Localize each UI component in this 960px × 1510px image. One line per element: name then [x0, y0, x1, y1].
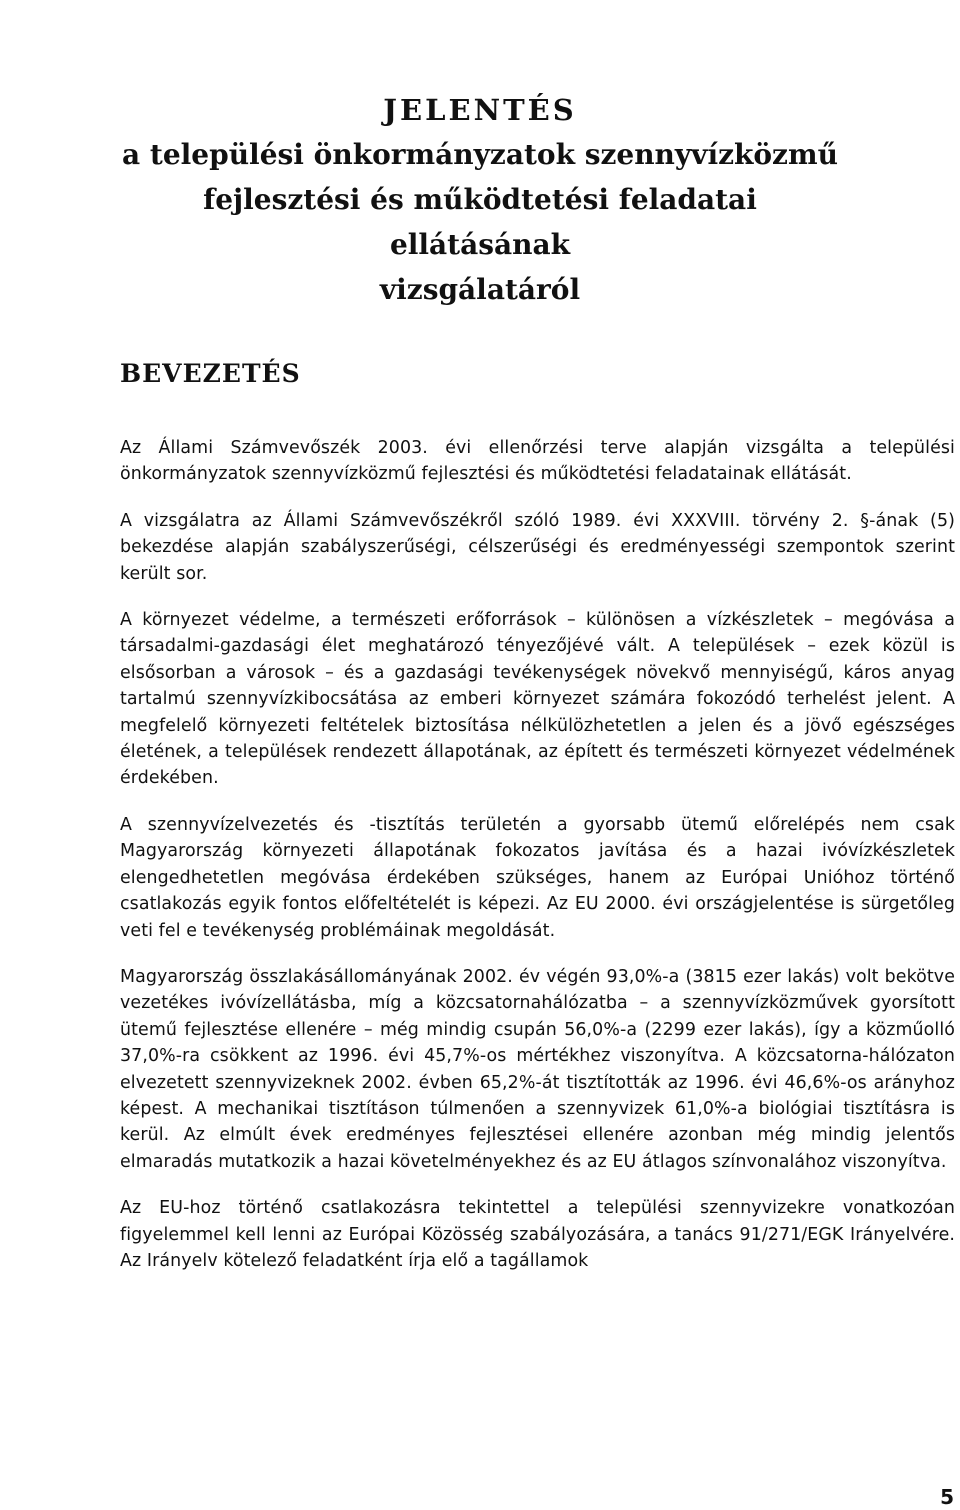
paragraph: A szennyvízelvezetés és -tisztítás területén a gyorsabb ütemű előrelépés nem csak Magyarország környezeti állapotának fokozatos javítása és a hazai ivóvízkészletek elengedhetetlen megóvása érdekében szükséges, hanem az Európai Unióhoz történő csatlakozás egyik fontos előfeltételét is képezi. Az EU 2000. évi országjelentése is sürgetőleg veti fel e tevékenység problémáinak megoldását.	[120, 814, 955, 941]
report-subtitle-line: fejlesztési és működtetési feladatai ellátásának	[203, 183, 757, 261]
section-title: BEVEZETÉS	[120, 359, 301, 388]
paragraph: Az Állami Számvevőszék 2003. évi ellenőrzési terve alapján vizsgálta a települési önkormányzatok szennyvízközmű fejlesztési és működtetési feladatainak ellátását.	[120, 438, 955, 485]
page-number: 5	[940, 1485, 954, 1509]
report-heading: JELENTÉS	[383, 93, 577, 127]
paragraph: Magyarország összlakásállományának 2002. év végén 93,0%-a (3815 ezer lakás) volt bekötve vezetékes ivóvízellátásba, míg a közcsatornahálózatba – a szennyvízközművek gyorsított ütemű fejlesztése ellenére – még mindig csupán 56,0%-a (2299 ezer lakás), így a közműolló 37,0%-ra csökkent az 1996. évi 45,7%-os mértékhez viszonyítva. A közcsatorna-hálózaton elvezetett szennyvizeknek 2002. évben 65,2%-át tisztították az 1996. évi 46,6%-os arányhoz képest. A mechanikai tisztításon túlmenően a szennyvizek 61,0%-a biológiai tisztításra is kerül. Az elmúlt évek eredményes fejlesztései ellenére azonban még mindig jelentős elmaradás mutatkozik a hazai követelményekhez és az EU átlagos színvonalához viszonyítva.	[120, 966, 955, 1172]
paragraph: A környezet védelme, a természeti erőforrások – különösen a vízkészletek – megóvása a társadalmi-gazdasági élet meghatározó tényezőjévé vált. A települések – ezek közül is elsősorban a városok – és a gazdasági tevékenységek növekvő mennyiségű, káros anyag tartalmú szennyvízkibocsátása az emberi környezet számára fokozódó terhelést jelent. A megfelelő környezeti feltételek biztosítása nélkülözhetetlen a jelen és a jövő egészséges életének, a települések rendezett állapotának, az épített és természeti környezet védelmének érdekében.	[120, 610, 955, 789]
report-subtitle-line: vizsgálatáról	[379, 273, 581, 306]
paragraph: Az EU-hoz történő csatlakozásra tekintettel a települési szennyvizekre vonatkozóan figyelemmel kell lenni az Európai Közösség szabályozására, a tanács 91/271/EGK Irányelvére. Az Irányelv kötelező feladatként írja elő a tagállamok	[120, 1198, 955, 1271]
report-title-block	[120, 88, 840, 312]
body-text	[120, 435, 955, 1294]
paragraph: A vizsgálatra az Állami Számvevőszékről szóló 1989. évi XXXVIII. törvény 2. §-ának (5) bekezdése alapján szabályszerűségi, célszerűségi és eredményességi szempontok szerint került sor.	[120, 510, 955, 584]
report-subtitle-line: a települési önkormányzatok szennyvízközmű	[122, 138, 838, 171]
